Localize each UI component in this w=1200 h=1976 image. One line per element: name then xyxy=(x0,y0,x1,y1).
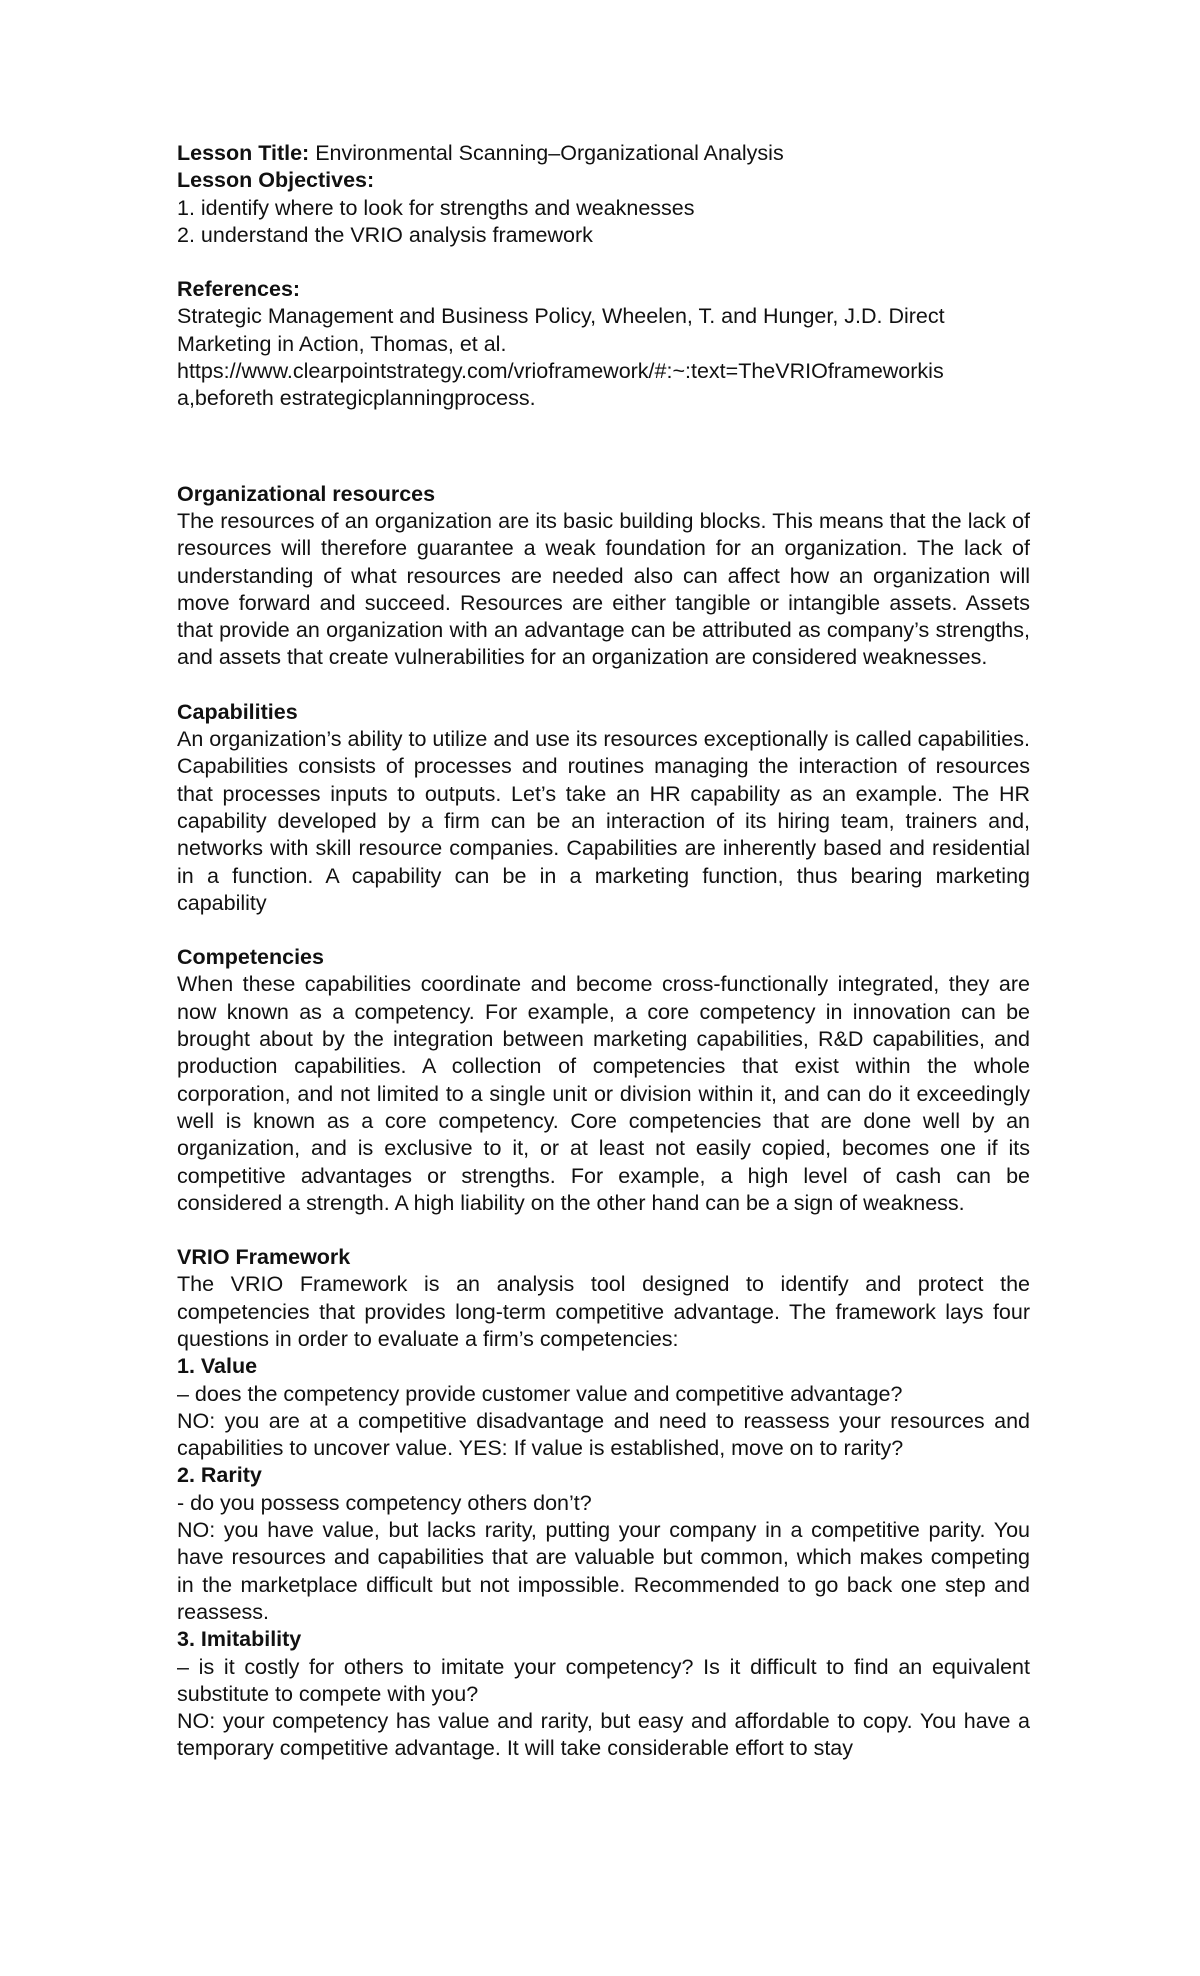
section-body: An organization’s ability to utilize and use its resources exceptionally is called capabilities. Capabilities consists of processes and routines managing the interaction of resources that processes inputs to outputs. Let’s take an HR capability as an example. The HR capability developed by a firm can be an interaction of its hiring team, trainers and, networks with skill resource companies. Capabilities are inherently based and residential in a function. A capability can be in a marketing function, thus bearing marketing capability xyxy=(177,727,1030,915)
references-text: Strategic Management and Business Policy, Wheelen, T. and Hunger, J.D. Direct Marketing in Action, Thomas, et al. xyxy=(177,304,945,356)
vrio-imitability-answer: NO: your competency has value and rarity, but easy and affordable to copy. You have a temporary competitive advantage. It will take considerable effort to stay xyxy=(177,1709,1030,1761)
vrio-value-heading: 1. Value xyxy=(177,1354,258,1379)
vrio-intro: The VRIO Framework is an analysis tool designed to identify and protect the competencies that provides long-term competitive advantage. The framework lays four questions in order to evaluate a firm’s competencies: xyxy=(177,1272,1030,1351)
vrio-rarity-answer: NO: you have value, but lacks rarity, putting your company in a competitive parity. You have resources and capabilities that are valuable but common, which makes competing in the marketplace difficult but not impossible. Recommended to go back one step and reassess. xyxy=(177,1518,1030,1624)
section-heading: Organizational resources xyxy=(177,481,436,506)
section-competencies xyxy=(177,944,1030,1217)
vrio-rarity-heading: 2. Rarity xyxy=(177,1463,262,1488)
references-url-line-1: https://www.clearpointstrategy.com/vrioframework/#:~:text=TheVRIOframeworkis xyxy=(177,359,944,384)
references-label: References: xyxy=(177,277,301,302)
references-url-line-2: a,beforeth estrategicplanningprocess. xyxy=(177,386,536,411)
document-page xyxy=(177,140,1030,1763)
lesson-title-label: Lesson Title: xyxy=(177,141,310,165)
lesson-objectives-label: Lesson Objectives: xyxy=(177,168,375,193)
section-body: When these capabilities coordinate and become cross-functionally integrated, they are now known as a competency. For example, a core competency in innovation can be brought about by the integration between marketing capabilities, R&D capabilities, and production capabilities. A collection of competencies that exist within the whole corporation, and not limited to a single unit or division within it, and can do it exceedingly well is known as a core competency. Core competencies that are done well by an organization, and is exclusive to it, or at least not easily copied, becomes one if its competitive advantages or strengths. For example, a high level of cash can be considered a strength. A high liability on the other hand can be a sign of weakness. xyxy=(177,972,1030,1215)
section-capabilities xyxy=(177,699,1030,917)
vrio-imitability-question: – is it costly for others to imitate your competency? Is it difficult to find an equivalent substitute to compete with you? xyxy=(177,1654,1030,1706)
lesson-title-value: Environmental Scanning–Organizational Analysis xyxy=(315,141,784,165)
vrio-value-answer: NO: you are at a competitive disadvantage and need to reassess your resources and capabilities to uncover value. YES: If value is established, move on to rarity? xyxy=(177,1408,1030,1461)
section-heading: Capabilities xyxy=(177,699,298,724)
section-organizational-resources xyxy=(177,481,1030,672)
lesson-title-line xyxy=(177,140,1030,167)
vrio-imitability-heading: 3. Imitability xyxy=(177,1627,302,1652)
section-heading: VRIO Framework xyxy=(177,1245,351,1270)
section-heading: Competencies xyxy=(177,945,324,970)
vrio-value-question: – does the competency provide customer value and competitive advantage? xyxy=(177,1381,903,1406)
objective-item: 1. identify where to look for strengths and weaknesses xyxy=(177,195,695,220)
vrio-rarity-question: - do you possess competency others don’t? xyxy=(177,1490,592,1515)
objective-item: 2. understand the VRIO analysis framework xyxy=(177,222,593,247)
section-vrio-framework xyxy=(177,1244,1030,1763)
section-body: The resources of an organization are its basic building blocks. This means that the lack of resources will therefore guarantee a weak foundation for an organization. The lack of understanding of what resources are needed also can affect how an organization will move forward and succeed. Resources are either tangible or intangible assets. Assets that provide an organization with an advantage can be attributed as company’s strengths, and assets that create vulnerabilities for an organization are considered weaknesses. xyxy=(177,508,1030,670)
